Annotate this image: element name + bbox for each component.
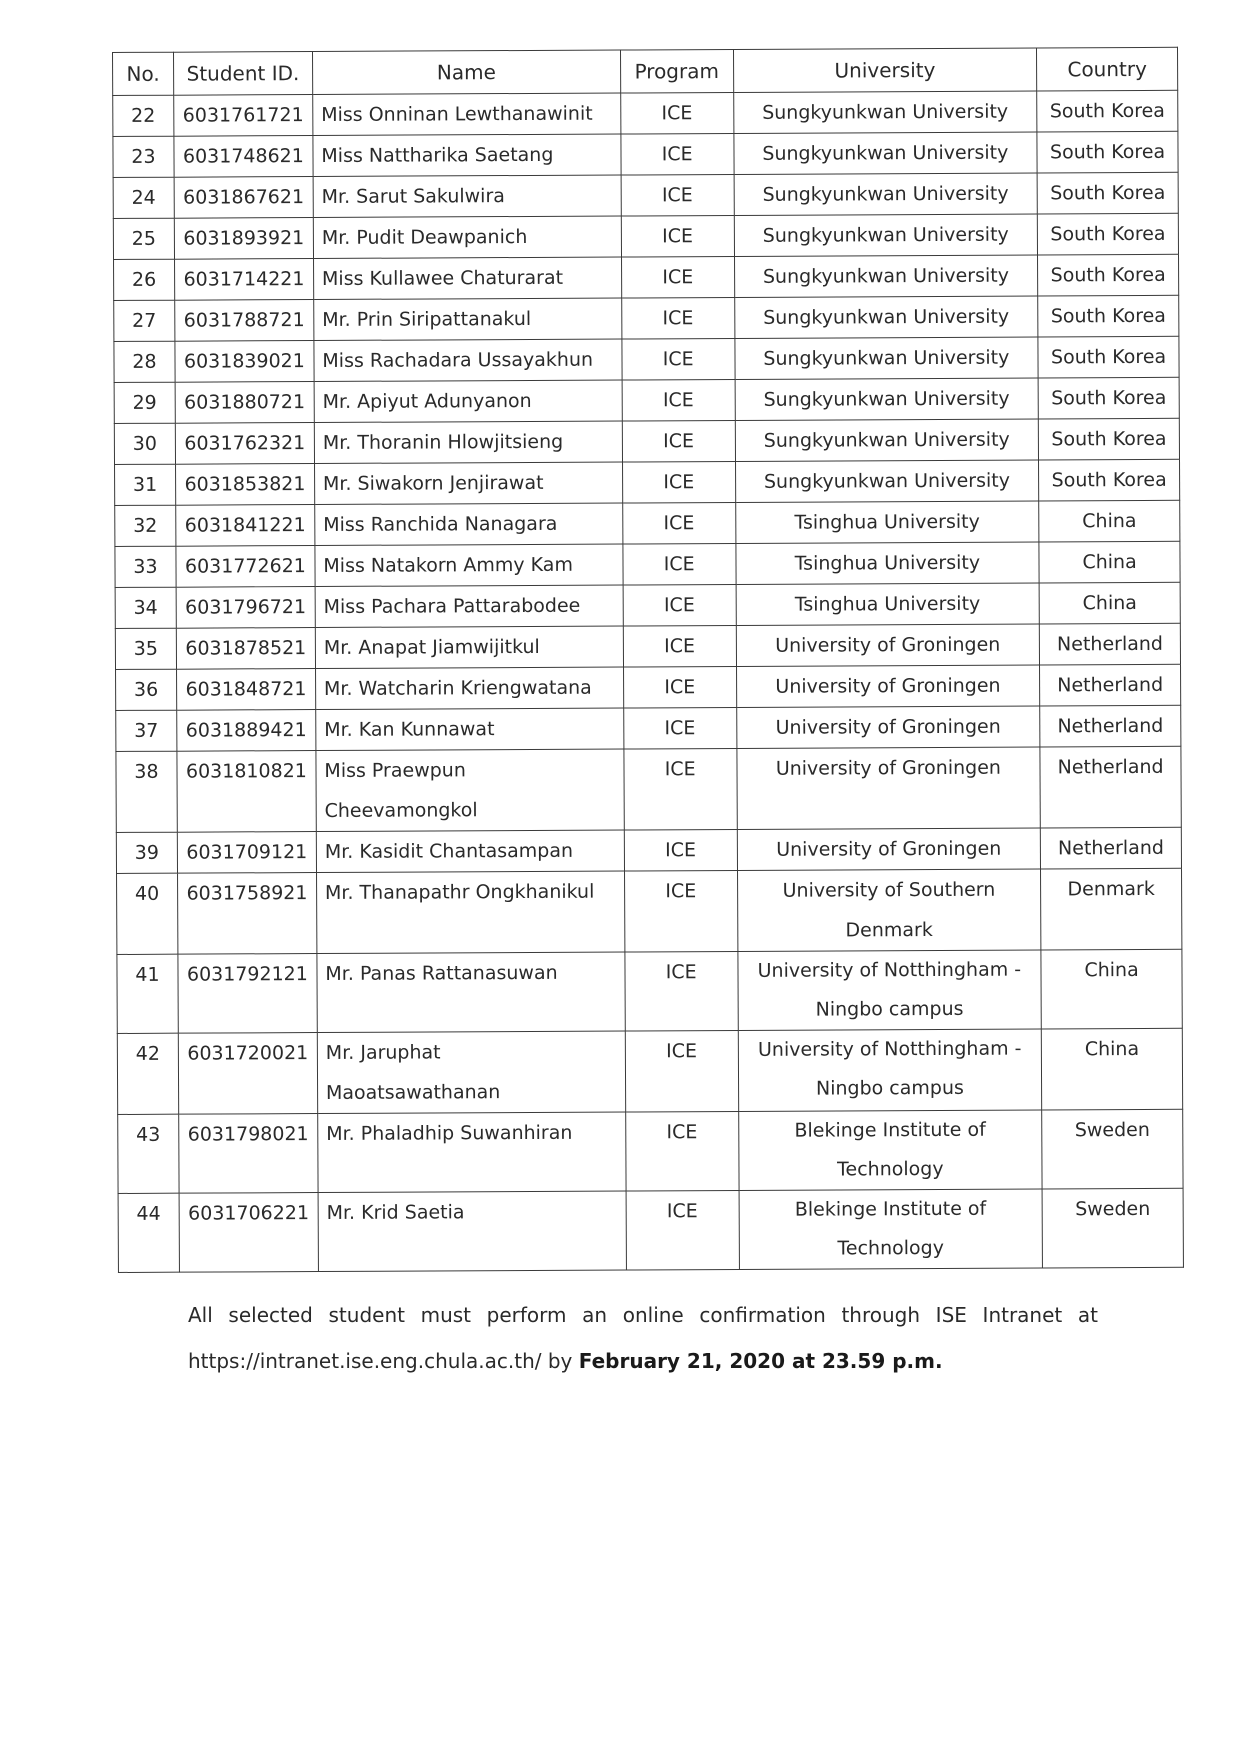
cell-no: 40 xyxy=(117,873,178,954)
cell-student-id: 6031788721 xyxy=(175,300,314,342)
cell-student-id: 6031848721 xyxy=(176,669,315,711)
cell-name: Miss Praewpun Cheevamongkol xyxy=(316,749,624,832)
university-line-1: University of Groningen xyxy=(775,715,1001,739)
cell-student-id: 6031758921 xyxy=(177,873,316,955)
cell-student-id: 6031748621 xyxy=(174,136,313,178)
cell-country: Sweden xyxy=(1042,1109,1183,1189)
cell-university xyxy=(734,173,1038,215)
cell-country: China xyxy=(1039,541,1180,583)
cell-no: 39 xyxy=(116,832,177,873)
table-row xyxy=(114,377,1179,423)
university-line-1: Sungkyunkwan University xyxy=(762,182,1009,206)
university-line-1: University of Southern Denmark xyxy=(782,878,996,942)
cell-no: 29 xyxy=(114,382,175,423)
cell-country: Netherland xyxy=(1039,623,1180,665)
cell-program: ICE xyxy=(622,420,735,462)
cell-university xyxy=(734,214,1038,256)
university-line-1: Tsinghua University xyxy=(794,592,981,616)
cell-student-id: 6031772621 xyxy=(176,546,315,588)
cell-country: China xyxy=(1041,949,1182,1029)
table-row xyxy=(116,746,1181,832)
cell-name: Miss Nattharika Saetang xyxy=(313,134,621,177)
cell-no: 33 xyxy=(115,546,176,587)
cell-no: 34 xyxy=(115,587,176,628)
cell-no: 23 xyxy=(113,136,174,177)
university-line-1: University of Groningen xyxy=(776,837,1002,861)
cell-program: ICE xyxy=(623,584,736,626)
university-line-1: University of Notthingham - xyxy=(757,1037,1022,1061)
header-country: Country xyxy=(1037,47,1178,91)
cell-student-id: 6031841221 xyxy=(176,505,315,547)
table-row xyxy=(118,1109,1183,1193)
note-deadline: February 21, 2020 at 23.59 p.m. xyxy=(578,1349,943,1373)
university-line-2: Ningbo campus xyxy=(815,997,964,1021)
cell-university xyxy=(735,501,1039,543)
table-row xyxy=(113,172,1178,218)
cell-program: ICE xyxy=(620,92,733,134)
cell-program: ICE xyxy=(624,870,737,952)
cell-student-id: 6031706221 xyxy=(179,1193,318,1273)
cell-university xyxy=(738,1110,1042,1190)
cell-student-id: 6031720021 xyxy=(178,1033,317,1115)
cell-program: ICE xyxy=(621,133,734,175)
table-row xyxy=(113,213,1178,259)
cell-name: Mr. Kan Kunnawat xyxy=(316,708,624,751)
university-line-1: Sungkyunkwan University xyxy=(763,346,1010,370)
cell-no: 36 xyxy=(116,669,177,710)
cell-student-id: 6031761721 xyxy=(174,95,313,137)
table-row xyxy=(115,582,1180,628)
note-url-text: https://intranet.ise.eng.chula.ac.th/ by xyxy=(188,1349,579,1373)
cell-name: Mr. Prin Siripattanakul xyxy=(314,298,622,341)
cell-university xyxy=(733,91,1037,133)
cell-name: Mr. Thanapathr Ongkhanikul xyxy=(316,871,624,954)
university-line-1: Blekinge Institute of xyxy=(794,1197,987,1221)
cell-university xyxy=(735,542,1039,584)
cell-country: South Korea xyxy=(1037,172,1178,214)
cell-program: ICE xyxy=(622,502,735,544)
cell-name: Miss Rachadara Ussayakhun xyxy=(314,339,622,382)
cell-university xyxy=(733,132,1037,174)
cell-no: 31 xyxy=(115,464,176,505)
cell-university xyxy=(735,460,1039,502)
cell-country: Netherland xyxy=(1040,664,1181,706)
cell-student-id: 6031867621 xyxy=(174,177,313,219)
cell-university xyxy=(735,378,1039,420)
cell-name: Mr. Thoranin Hlowjitsieng xyxy=(314,421,622,464)
header-program: Program xyxy=(620,49,733,93)
cell-no: 32 xyxy=(115,505,176,546)
cell-no: 30 xyxy=(114,423,175,464)
table-row xyxy=(113,90,1178,136)
table-row xyxy=(116,827,1181,873)
cell-program: ICE xyxy=(625,1111,738,1191)
cell-country: South Korea xyxy=(1038,377,1179,419)
cell-no: 42 xyxy=(117,1033,178,1114)
cell-university xyxy=(734,337,1038,379)
cell-program: ICE xyxy=(623,666,736,708)
cell-university xyxy=(737,828,1041,870)
cell-student-id: 6031839021 xyxy=(175,341,314,383)
cell-program: ICE xyxy=(621,256,734,298)
cell-university xyxy=(736,706,1040,748)
table-row xyxy=(114,418,1179,464)
cell-name: Mr. Kasidit Chantasampan xyxy=(316,830,624,873)
table-row xyxy=(117,949,1182,1033)
cell-student-id: 6031714221 xyxy=(174,259,313,301)
university-line-1: Sungkyunkwan University xyxy=(763,305,1010,329)
cell-no: 44 xyxy=(118,1193,179,1272)
header-university: University xyxy=(733,48,1037,92)
cell-no: 37 xyxy=(116,710,177,751)
university-line-1: Sungkyunkwan University xyxy=(763,387,1010,411)
university-line-1: University of Groningen xyxy=(775,674,1001,698)
cell-student-id: 6031889421 xyxy=(177,710,316,752)
cell-name: Mr. Apiyut Adunyanon xyxy=(314,380,622,423)
cell-program: ICE xyxy=(622,461,735,503)
cell-country: South Korea xyxy=(1037,213,1178,255)
cell-university xyxy=(736,583,1040,625)
cell-student-id: 6031880721 xyxy=(175,382,314,424)
note-line-1: All selected student must perform an online confirmation through ISE Intranet at xyxy=(188,1303,1098,1327)
cell-university xyxy=(736,624,1040,666)
cell-country: Denmark xyxy=(1041,868,1182,950)
cell-university xyxy=(736,747,1040,829)
student-table xyxy=(112,47,1184,1273)
table-body xyxy=(113,90,1184,1272)
cell-no: 35 xyxy=(115,628,176,669)
table-row xyxy=(117,868,1182,954)
university-line-1: Tsinghua University xyxy=(794,510,980,534)
table-row xyxy=(114,336,1179,382)
cell-country: Netherland xyxy=(1040,827,1181,869)
cell-country: South Korea xyxy=(1038,254,1179,296)
table-row xyxy=(115,541,1180,587)
header-name: Name xyxy=(312,50,620,95)
cell-country: China xyxy=(1039,582,1180,624)
cell-student-id: 6031792121 xyxy=(178,954,317,1034)
cell-university xyxy=(734,296,1038,338)
cell-program: ICE xyxy=(621,174,734,216)
cell-country: South Korea xyxy=(1037,90,1178,132)
cell-no: 24 xyxy=(113,177,174,218)
university-line-2: Technology xyxy=(837,1236,944,1260)
table-row xyxy=(115,500,1180,546)
university-line-1: University of Notthingham - xyxy=(757,958,1022,982)
university-line-1: Sungkyunkwan University xyxy=(762,100,1009,124)
cell-program: ICE xyxy=(621,215,734,257)
cell-no: 27 xyxy=(114,300,175,341)
cell-name: Mr. Krid Saetia xyxy=(318,1191,626,1272)
cell-university xyxy=(735,419,1039,461)
cell-no: 43 xyxy=(118,1114,179,1193)
table-row xyxy=(113,131,1178,177)
cell-country: South Korea xyxy=(1039,459,1180,501)
university-line-1: Blekinge Institute of xyxy=(794,1118,986,1142)
university-line-2: Technology xyxy=(837,1157,944,1181)
university-line-1: Tsinghua University xyxy=(794,551,981,575)
university-line-1: Sungkyunkwan University xyxy=(762,141,1009,165)
cell-program: ICE xyxy=(624,829,737,871)
cell-country: South Korea xyxy=(1038,295,1179,337)
cell-program: ICE xyxy=(625,1030,738,1112)
cell-name: Mr. Jaruphat Maoatsawathanan xyxy=(317,1031,625,1114)
table-row xyxy=(114,295,1179,341)
cell-program: ICE xyxy=(625,951,738,1031)
cell-university xyxy=(739,1189,1043,1269)
cell-country: Sweden xyxy=(1042,1188,1183,1268)
cell-name: Mr. Siwakorn Jenjirawat xyxy=(314,462,622,505)
confirmation-note xyxy=(188,1292,1098,1384)
cell-university xyxy=(738,1029,1042,1111)
cell-no: 26 xyxy=(114,259,175,300)
cell-country: China xyxy=(1039,500,1180,542)
cell-student-id: 6031853821 xyxy=(175,464,314,506)
cell-country: Netherland xyxy=(1040,705,1181,747)
cell-program: ICE xyxy=(626,1190,739,1270)
cell-no: 28 xyxy=(114,341,175,382)
cell-university xyxy=(737,869,1041,951)
cell-program: ICE xyxy=(623,543,736,585)
cell-name: Miss Kullawee Chaturarat xyxy=(313,257,621,300)
university-line-2: Ningbo campus xyxy=(815,1076,964,1100)
cell-country: South Korea xyxy=(1038,418,1179,460)
university-line-1: Sungkyunkwan University xyxy=(763,428,1010,452)
cell-country: Netherland xyxy=(1040,746,1181,828)
cell-student-id: 6031709121 xyxy=(177,832,316,874)
cell-program: ICE xyxy=(623,625,736,667)
university-line-1: University of Groningen xyxy=(775,633,1001,657)
cell-no: 22 xyxy=(113,95,174,136)
university-line-1: Sungkyunkwan University xyxy=(763,469,1011,493)
cell-program: ICE xyxy=(622,379,735,421)
table-row xyxy=(115,459,1180,505)
cell-university xyxy=(736,665,1040,707)
university-line-1: Sungkyunkwan University xyxy=(762,223,1009,247)
cell-student-id: 6031762321 xyxy=(175,423,314,465)
cell-university xyxy=(734,255,1038,297)
cell-name: Mr. Anapat Jiamwijitkul xyxy=(315,626,623,669)
cell-country: South Korea xyxy=(1038,336,1179,378)
cell-country: China xyxy=(1041,1028,1182,1110)
cell-program: ICE xyxy=(624,748,737,830)
table-row xyxy=(115,623,1180,669)
cell-name: Miss Natakorn Ammy Kam xyxy=(315,544,623,587)
cell-name: Mr. Sarut Sakulwira xyxy=(313,175,621,218)
cell-no: 41 xyxy=(117,954,178,1033)
cell-student-id: 6031796721 xyxy=(176,587,315,629)
cell-university xyxy=(737,950,1041,1030)
header-no: No. xyxy=(113,52,174,95)
cell-program: ICE xyxy=(622,338,735,380)
cell-student-id: 6031810821 xyxy=(177,751,316,833)
cell-no: 38 xyxy=(116,751,177,832)
university-line-1: University of Groningen xyxy=(775,756,1001,780)
cell-no: 25 xyxy=(113,218,174,259)
table-row xyxy=(117,1028,1182,1114)
cell-student-id: 6031878521 xyxy=(176,628,315,670)
cell-name: Miss Onninan Lewthanawinit xyxy=(313,93,621,136)
cell-student-id: 6031893921 xyxy=(174,218,313,260)
cell-name: Mr. Phaladhip Suwanhiran xyxy=(318,1112,626,1193)
cell-program: ICE xyxy=(621,297,734,339)
table-header-row xyxy=(113,47,1178,95)
header-student-id: Student ID. xyxy=(173,52,312,96)
table-row xyxy=(116,705,1181,751)
table-row xyxy=(116,664,1181,710)
cell-country: South Korea xyxy=(1037,131,1178,173)
cell-name: Mr. Pudit Deawpanich xyxy=(313,216,621,259)
cell-program: ICE xyxy=(623,707,736,749)
cell-name: Mr. Panas Rattanasuwan xyxy=(317,952,625,1033)
cell-name: Mr. Watcharin Kriengwatana xyxy=(315,667,623,710)
table-row xyxy=(118,1188,1183,1272)
table-row xyxy=(114,254,1179,300)
cell-name: Miss Ranchida Nanagara xyxy=(315,503,623,546)
cell-student-id: 6031798021 xyxy=(179,1114,318,1194)
university-line-1: Sungkyunkwan University xyxy=(762,264,1010,288)
cell-name: Miss Pachara Pattarabodee xyxy=(315,585,623,628)
